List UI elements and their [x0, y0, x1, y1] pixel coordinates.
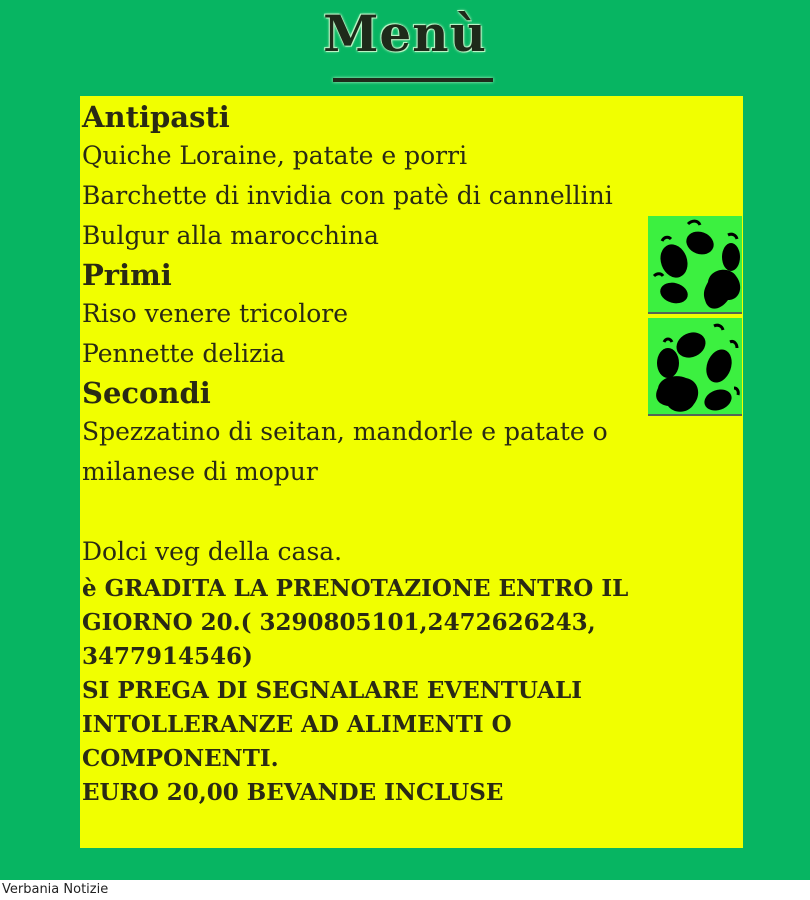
note-line: COMPONENTI. — [82, 745, 279, 772]
menu-content — [82, 98, 722, 810]
dessert-line: Dolci veg della casa. — [82, 537, 343, 566]
menu-item: Barchette di invidia con patè di cannellini — [82, 181, 613, 210]
price-line: EURO 20,00 BEVANDE INCLUSE — [82, 779, 504, 806]
source-credit: Verbania Notizie — [2, 882, 109, 897]
section-primi — [82, 256, 722, 374]
note-line: INTOLLERANZE AD ALIMENTI O — [82, 711, 512, 738]
section-heading: Primi — [82, 258, 172, 292]
menu-item: milanese di mopur — [82, 457, 318, 486]
menu-item: Pennette delizia — [82, 339, 286, 368]
title-underline — [333, 78, 493, 82]
spacer — [82, 492, 722, 532]
menu-item: Spezzatino di seitan, mandorle e patate o — [82, 417, 608, 446]
section-heading: Secondi — [82, 376, 211, 410]
section-antipasti — [82, 98, 722, 256]
notes-block — [82, 572, 722, 810]
note-line: è GRADITA LA PRENOTAZIONE ENTRO IL — [82, 575, 629, 602]
menu-item: Bulgur alla marocchina — [82, 221, 379, 250]
menu-title: Menù — [323, 4, 487, 63]
menu-item: Riso venere tricolore — [82, 299, 348, 328]
note-line: 3477914546) — [82, 643, 253, 670]
section-heading: Antipasti — [82, 100, 230, 134]
note-line: GIORNO 20.( 3290805101,2472626243, — [82, 609, 596, 636]
section-secondi — [82, 374, 722, 492]
note-line: SI PREGA DI SEGNALARE EVENTUALI — [82, 677, 583, 704]
menu-item: Quiche Loraine, patate e porri — [82, 141, 468, 170]
